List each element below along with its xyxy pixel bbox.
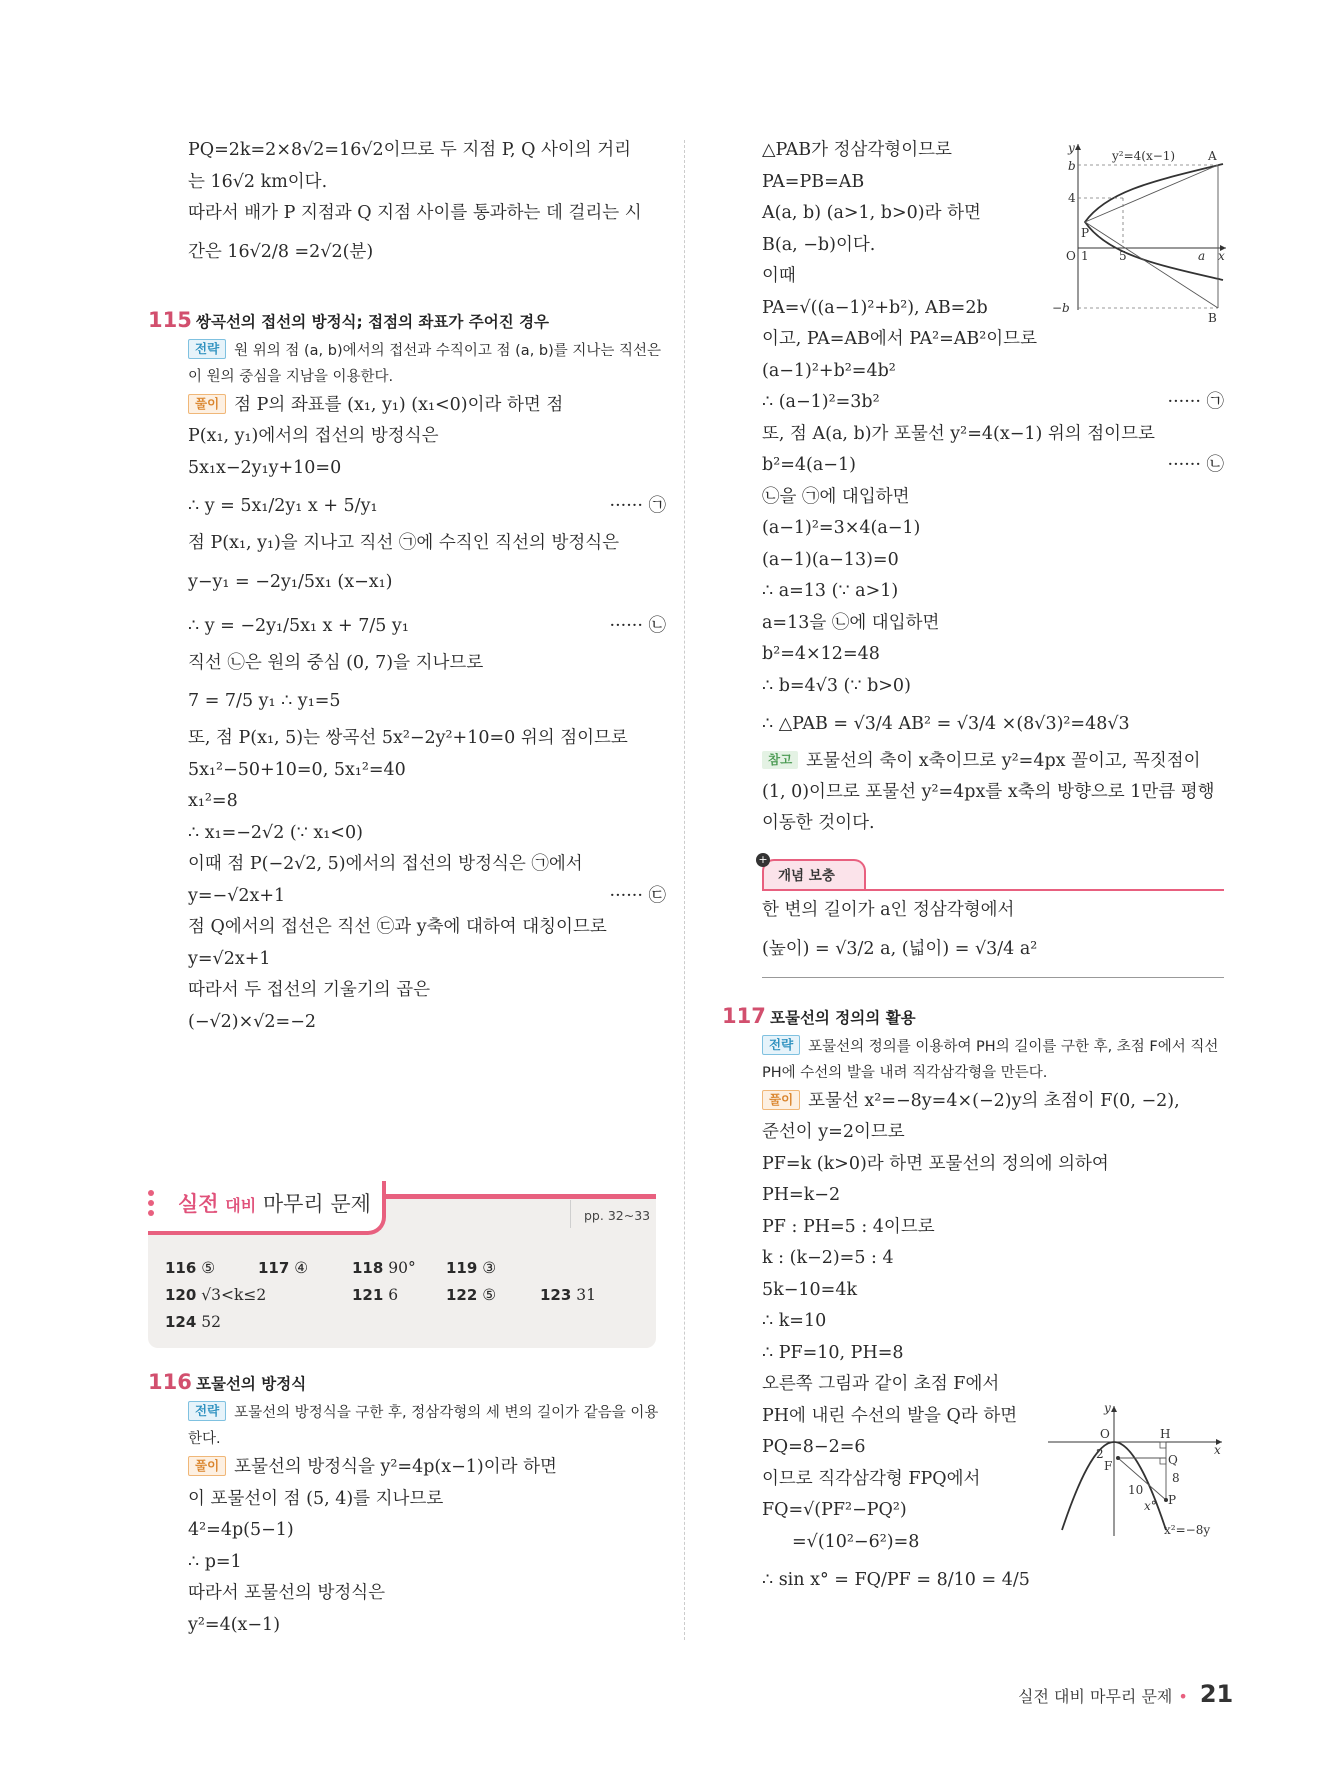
strategy-text: 전략 포물선의 방정식을 구한 후, 정삼각형의 세 변의 길이가 같음을 이용한다. (188, 1403, 659, 1447)
question-title: 쌍곡선의 접선의 방정식; 접점의 좌표가 주어진 경우 (196, 312, 550, 331)
solution-line: PH에 내린 수선의 발을 Q라 하면 (762, 1405, 1018, 1426)
solution-line: 풀이 포물선의 방정식을 y²=4p(x−1)이라 하면 (188, 1452, 666, 1484)
solution-tag: 풀이 (188, 1456, 226, 1476)
footer-section: 실전 대비 마무리 문제 (1018, 1687, 1173, 1706)
fig1-label-P: P (1081, 226, 1090, 240)
fig1-label-A: A (1208, 149, 1217, 163)
reference-text: 참고 포물선의 축이 x축이므로 y²=4px 꼴이고, 꼭짓점이 (1, 0)이므로 포물선 y²=4px를 x축의 방향으로 1만큼 평행이동한 것이다. (762, 751, 1215, 833)
solution-line: ∴ △PAB = √3/4 AB² = √3/4 ×(8√3)²=48√3 (762, 714, 1130, 734)
solution-tag: 풀이 (762, 1090, 800, 1110)
solution-line: 이 포물선이 점 (5, 4)를 지나므로 (188, 1488, 444, 1509)
solution-line: 5k−10=4k (762, 1279, 858, 1300)
solution-line: △PAB가 정삼각형이므로 (762, 140, 952, 160)
fig2-y-label: y (1104, 1402, 1111, 1415)
left-column (148, 135, 666, 1038)
solution-line: PA=√((a−1)²+b²), AB=2b (762, 297, 988, 318)
concept-box (758, 853, 1224, 978)
solution-line: A(a, b) (a>1, b>0)라 하면 (762, 203, 981, 223)
intro-line: 간은 16√2/8 =2√2(분) (188, 241, 374, 262)
fig2-angle: x° (1144, 1499, 1157, 1513)
solution-line: y=−√2x+1 ······ ㉢ (188, 881, 666, 913)
question-number: 117 (722, 1003, 766, 1028)
solution-line: ∴ (a−1)²=3b² ······ ㉠ (762, 387, 1224, 419)
solution-line: 점 Q에서의 접선은 직선 ㉢과 y축에 대하여 대칭이므로 (188, 917, 607, 937)
solution-line: PF : PH=5 : 4이므로 (762, 1216, 935, 1237)
fig1-equation: y²=4(x−1) (1112, 149, 1176, 163)
concept-line: 한 변의 길이가 a인 정삼각형에서 (762, 900, 1015, 920)
solution-line: 오른쪽 그림과 같이 초점 F에서 (762, 1374, 1000, 1394)
answer-item: 121 6 (352, 1286, 399, 1304)
page-footer (1018, 1680, 1233, 1708)
fig2-label-8: 8 (1172, 1471, 1180, 1485)
question-116-left (148, 1370, 666, 1641)
concept-header (758, 853, 1224, 895)
solution-line: ∴ b=4√3 (∵ b>0) (762, 675, 911, 696)
solution-line: b²=4×12=48 (762, 644, 880, 664)
question-116-header (148, 1370, 666, 1394)
answer-item: 123 31 (540, 1286, 596, 1304)
solution-tag: 풀이 (188, 394, 226, 414)
strategy-tag: 전략 (188, 339, 226, 359)
fig2-label-P: P (1168, 1493, 1177, 1507)
equation-mark: ······ ㉡ (1167, 455, 1224, 475)
solution-line: 점 P(x₁, y₁)을 지나고 직선 ㉠에 수직인 직선의 방정식은 (188, 533, 620, 553)
answer-item: 120 √3<k≤2 (165, 1286, 267, 1304)
equation-mark: ······ ㉡ (609, 615, 666, 636)
solution-line: (a−1)²+b²=4b² (762, 360, 896, 381)
solution-line: ∴ p=1 (188, 1551, 242, 1572)
question-number: 115 (148, 307, 192, 332)
solution-line: k : (k−2)=5 : 4 (762, 1248, 894, 1268)
solution-line: 4²=4p(5−1) (188, 1520, 294, 1540)
fig1-label-5: 5 (1119, 249, 1127, 263)
fig1-label-4: 4 (1068, 191, 1076, 205)
bullet-icon: • (1178, 1687, 1188, 1706)
strategy-tag: 전략 (188, 1401, 226, 1421)
solution-line: 풀이 점 P의 좌표를 (x₁, y₁) (x₁<0)이라 하면 점 (188, 390, 666, 422)
solution-line: 풀이 포물선 x²=−8y=4×(−2)y의 초점이 F(0, −2), (762, 1086, 1224, 1118)
concept-rule (762, 889, 1224, 891)
answer-item: 122 ⑤ (446, 1286, 497, 1304)
column-divider (684, 140, 685, 1640)
solution-line: b²=4(a−1) ······ ㉡ (762, 450, 1224, 482)
solution-line: a=13을 ㉡에 대입하면 (762, 612, 940, 633)
fig1-label-O: O (1066, 249, 1076, 263)
question-title: 포물선의 방정식 (196, 1375, 307, 1393)
solution-line: B(a, −b)이다. (762, 234, 876, 255)
solution-line: ∴ PF=10, PH=8 (762, 1342, 904, 1363)
practice-title: 실전 대비 마무리 문제 (178, 1192, 371, 1216)
answer-item: 119 ③ (446, 1259, 497, 1277)
reference-tag: 참고 (762, 751, 798, 769)
solution-line: 직선 ㉡은 원의 중심 (0, 7)을 지나므로 (188, 652, 484, 673)
answer-item: 118 90° (352, 1259, 416, 1277)
question-115-header (148, 308, 666, 332)
solution-line: 따라서 포물선의 방정식은 (188, 1583, 386, 1603)
intro-line: 는 16√2 km이다. (188, 171, 328, 192)
plus-icon: + (756, 853, 770, 867)
solution-line: 5x₁x−2y₁y+10=0 (188, 457, 342, 478)
solution-line: ∴ x₁=−2√2 (∵ x₁<0) (188, 822, 363, 843)
solution-line: 이때 (762, 266, 796, 286)
fig1-label-a: a (1198, 249, 1206, 263)
fig1-label-b: b (1068, 159, 1076, 173)
fig1-label-neg-b: −b (1052, 301, 1070, 315)
solution-line: (−√2)×√2=−2 (188, 1011, 317, 1032)
solution-line: 이때 점 P(−2√2, 5)에서의 접선의 방정식은 ㉠에서 (188, 854, 583, 874)
solution-line: 준선이 y=2이므로 (762, 1122, 905, 1142)
solution-line: 또, 점 P(x₁, 5)는 쌍곡선 5x²−2y²+10=0 위의 점이므로 (188, 728, 628, 748)
solution-line: x₁²=8 (188, 791, 238, 811)
practice-pages: pp. 32~33 (584, 1208, 651, 1223)
solution-line: ∴ y = 5x₁/2y₁ x + 5/y₁ ······ ㉠ (188, 484, 666, 528)
fig2-label-Q: Q (1168, 1453, 1178, 1467)
question-title: 포물선의 정의의 활용 (770, 1008, 916, 1027)
strategy-tag: 전략 (762, 1035, 800, 1055)
solution-line: (a−1)²=3×4(a−1) (762, 518, 921, 538)
solution-line: =√(10²−6²)=8 (792, 1531, 920, 1552)
solution-line: ∴ sin x° = FQ/PF = 8/10 = 4/5 (762, 1570, 1030, 1590)
solution-line: 또, 점 A(a, b)가 포물선 y²=4(x−1) 위의 점이므로 (762, 423, 1155, 444)
fig1-x-label: x (1218, 249, 1225, 263)
fig1-y-label: y (1068, 141, 1075, 155)
solution-line: 5x₁²−50+10=0, 5x₁²=40 (188, 759, 406, 780)
fig2-equation: x²=−8y (1164, 1523, 1211, 1537)
solution-line: PH=k−2 (762, 1185, 841, 1205)
solution-line: FQ=√(PF²−PQ²) (762, 1500, 907, 1520)
concept-title: 개념 보충 (762, 859, 866, 889)
fig2-x-label: x (1214, 1443, 1221, 1457)
fig1-label-B: B (1208, 311, 1217, 324)
question-117-header (722, 1004, 1224, 1028)
solution-line: PF=k (k>0)라 하면 포물선의 정의에 의하여 (762, 1153, 1109, 1174)
fig1-label-1: 1 (1081, 249, 1089, 263)
strategy-text: 전략 포물선의 정의를 이용하여 PH의 길이를 구한 후, 초점 F에서 직선 PH에 수선의 발을 내려 직각삼각형을 만든다. (762, 1036, 1219, 1081)
equation-mark: ······ ㉠ (609, 496, 666, 516)
concept-line: (높이) = √3/2 a, (넓이) = √3/4 a² (762, 938, 1038, 959)
question-number: 116 (148, 1370, 192, 1394)
solution-line: y−y₁ = −2y₁/5x₁ (x−x₁) (188, 571, 393, 592)
fig2-label-F: F (1104, 1459, 1113, 1473)
solution-line: ∴ y = −2y₁/5x₁ x + 7/5 y₁ ······ ㉡ (188, 604, 666, 648)
solution-line: (a−1)(a−13)=0 (762, 549, 899, 570)
right-column (722, 135, 1224, 1602)
parabola-figure-116 (1048, 140, 1230, 324)
solution-line: y²=4(x−1) (188, 1614, 281, 1635)
solution-line: ∴ k=10 (762, 1311, 827, 1331)
solution-line: ∴ a=13 (∵ a>1) (762, 581, 899, 601)
strategy-text: 전략 원 위의 점 (a, b)에서의 접선과 수직이고 점 (a, b)를 지나는 직선은 이 원의 중심을 지남을 이용한다. (188, 340, 662, 385)
practice-separator (570, 1200, 571, 1228)
answer-item: 116 ⑤ (165, 1259, 216, 1277)
solution-line: 이고, PA=AB에서 PA²=AB²이므로 (762, 329, 1037, 349)
fig2-label-O: O (1100, 1427, 1110, 1441)
intro-line: 따라서 배가 P 지점과 Q 지점 사이를 통과하는 데 걸리는 시 (188, 203, 642, 223)
solution-line: y=√2x+1 (188, 948, 271, 969)
solution-line: 7 = 7/5 y₁ ∴ y₁=5 (188, 691, 341, 711)
fig2-label-H: H (1160, 1427, 1171, 1441)
solution-line: ㉡을 ㉠에 대입하면 (762, 486, 910, 507)
dots-icon (148, 1190, 154, 1220)
solution-line: PQ=8−2=6 (762, 1437, 866, 1457)
solution-line: 이므로 직각삼각형 FPQ에서 (762, 1468, 981, 1489)
fig2-label-10: 10 (1128, 1483, 1144, 1497)
solution-line: PA=PB=AB (762, 171, 865, 192)
solution-line: P(x₁, y₁)에서의 접선의 방정식은 (188, 426, 439, 446)
intro-line: PQ=2k=2×8√2=16√2이므로 두 지점 P, Q 사이의 거리 (188, 140, 632, 160)
equation-mark: ······ ㉠ (1167, 392, 1224, 412)
answer-item: 124 52 (165, 1313, 221, 1331)
fig2-label-2: 2 (1096, 1447, 1104, 1461)
answer-item: 117 ④ (258, 1259, 309, 1277)
equation-mark: ······ ㉢ (609, 885, 666, 906)
solution-line: 따라서 두 접선의 기울기의 곱은 (188, 980, 431, 1000)
parabola-figure-117 (1048, 1402, 1226, 1540)
page-number: 21 (1199, 1680, 1234, 1708)
